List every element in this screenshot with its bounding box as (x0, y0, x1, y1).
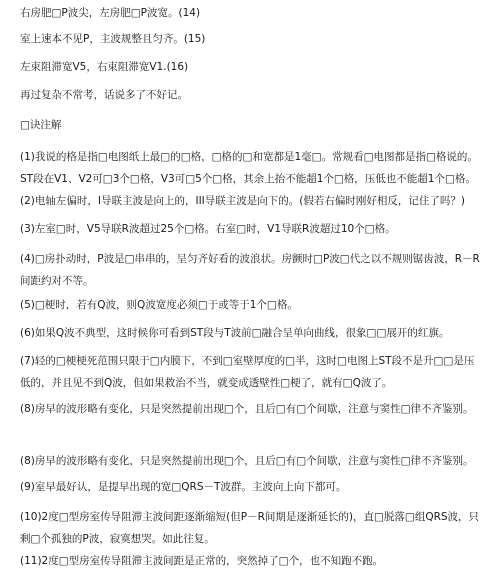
verse-line: 室上速本不见P，主波规整且匀齐。(15) (20, 33, 206, 45)
note-paragraph: (8)房早的波形略有变化，只是突然提前出现□个，且后□有□个间歇，注意与窦性□律不齐鉴别。 (20, 455, 474, 467)
note-paragraph: (3)左室□时，V5导联R波超过25个□格。右室□时，V1导联R波超过10个□格。 (20, 223, 396, 235)
note-paragraph: (7)轻的□梗梗死范围只限于□内膜下，不到□室壁厚度的□半，这时□电图上ST段不是升□□是压低的，并且见不到Q波，但如果救治不当，就变成透壁性□梗了，就有□Q波了。 (20, 355, 475, 389)
note-paragraph: (6)如果Q波不典型，这时候你可看到ST段与T波前□融合呈单向曲线，很象□□展开的红旗。 (20, 327, 450, 339)
verse-line: 左束阻滞宽V5，右束阻滞宽V1.(16) (20, 61, 189, 73)
verse-line: 再过复杂不常考，话说多了不好记。 (20, 89, 188, 101)
note-paragraph: (11)2度□型房室传导阻滞主波间距是正常的，突然掉了□个，也不知跑不跑。 (20, 555, 384, 567)
section-title: □诀注解 (20, 119, 62, 131)
note-paragraph: (1)我说的格是指□电图纸上最□的□格，□格的□和宽都是1毫□。常规看□电图都是指□格说的。ST段在V1、V2可□3个□格，V3可□5个□格，其余上抬不能超1个□格，压低也不能超1个□格。 (20, 151, 478, 185)
note-paragraph: (5)□梗时，若有Q波，则Q波宽度必须□于或等于1个□格。 (20, 299, 298, 311)
note-paragraph: (10)2度□型房室传导阻滞主波间距逐渐缩短(但P－R间期是逐渐延长的)，直□脱落□组QRS波，只剩□个孤独的P波，寂寞想哭。如此往复。 (20, 511, 480, 545)
note-paragraph: (8)房早的波形略有变化，只是突然提前出现□个，且后□有□个间歇，注意与窦性□律不齐鉴别。 (20, 403, 474, 415)
note-paragraph: (4)□房扑动时，P波是□串串的，呈匀齐好看的波浪状。房颤时□P波□代之以不规则锯齿波，R－R间距约对不等。 (20, 253, 480, 287)
verse-line: 右房肥□P波尖，左房肥□P波宽。(14) (20, 7, 201, 19)
note-paragraph: (2)电轴左偏时，I导联主波是向上的，III导联主波是向下的。(假若右偏时刚好相反，记住了吗？) (20, 195, 465, 207)
note-paragraph: (9)室早最好认，是提早出现的宽□QRS－T波群。主波向上向下都可。 (20, 481, 347, 493)
